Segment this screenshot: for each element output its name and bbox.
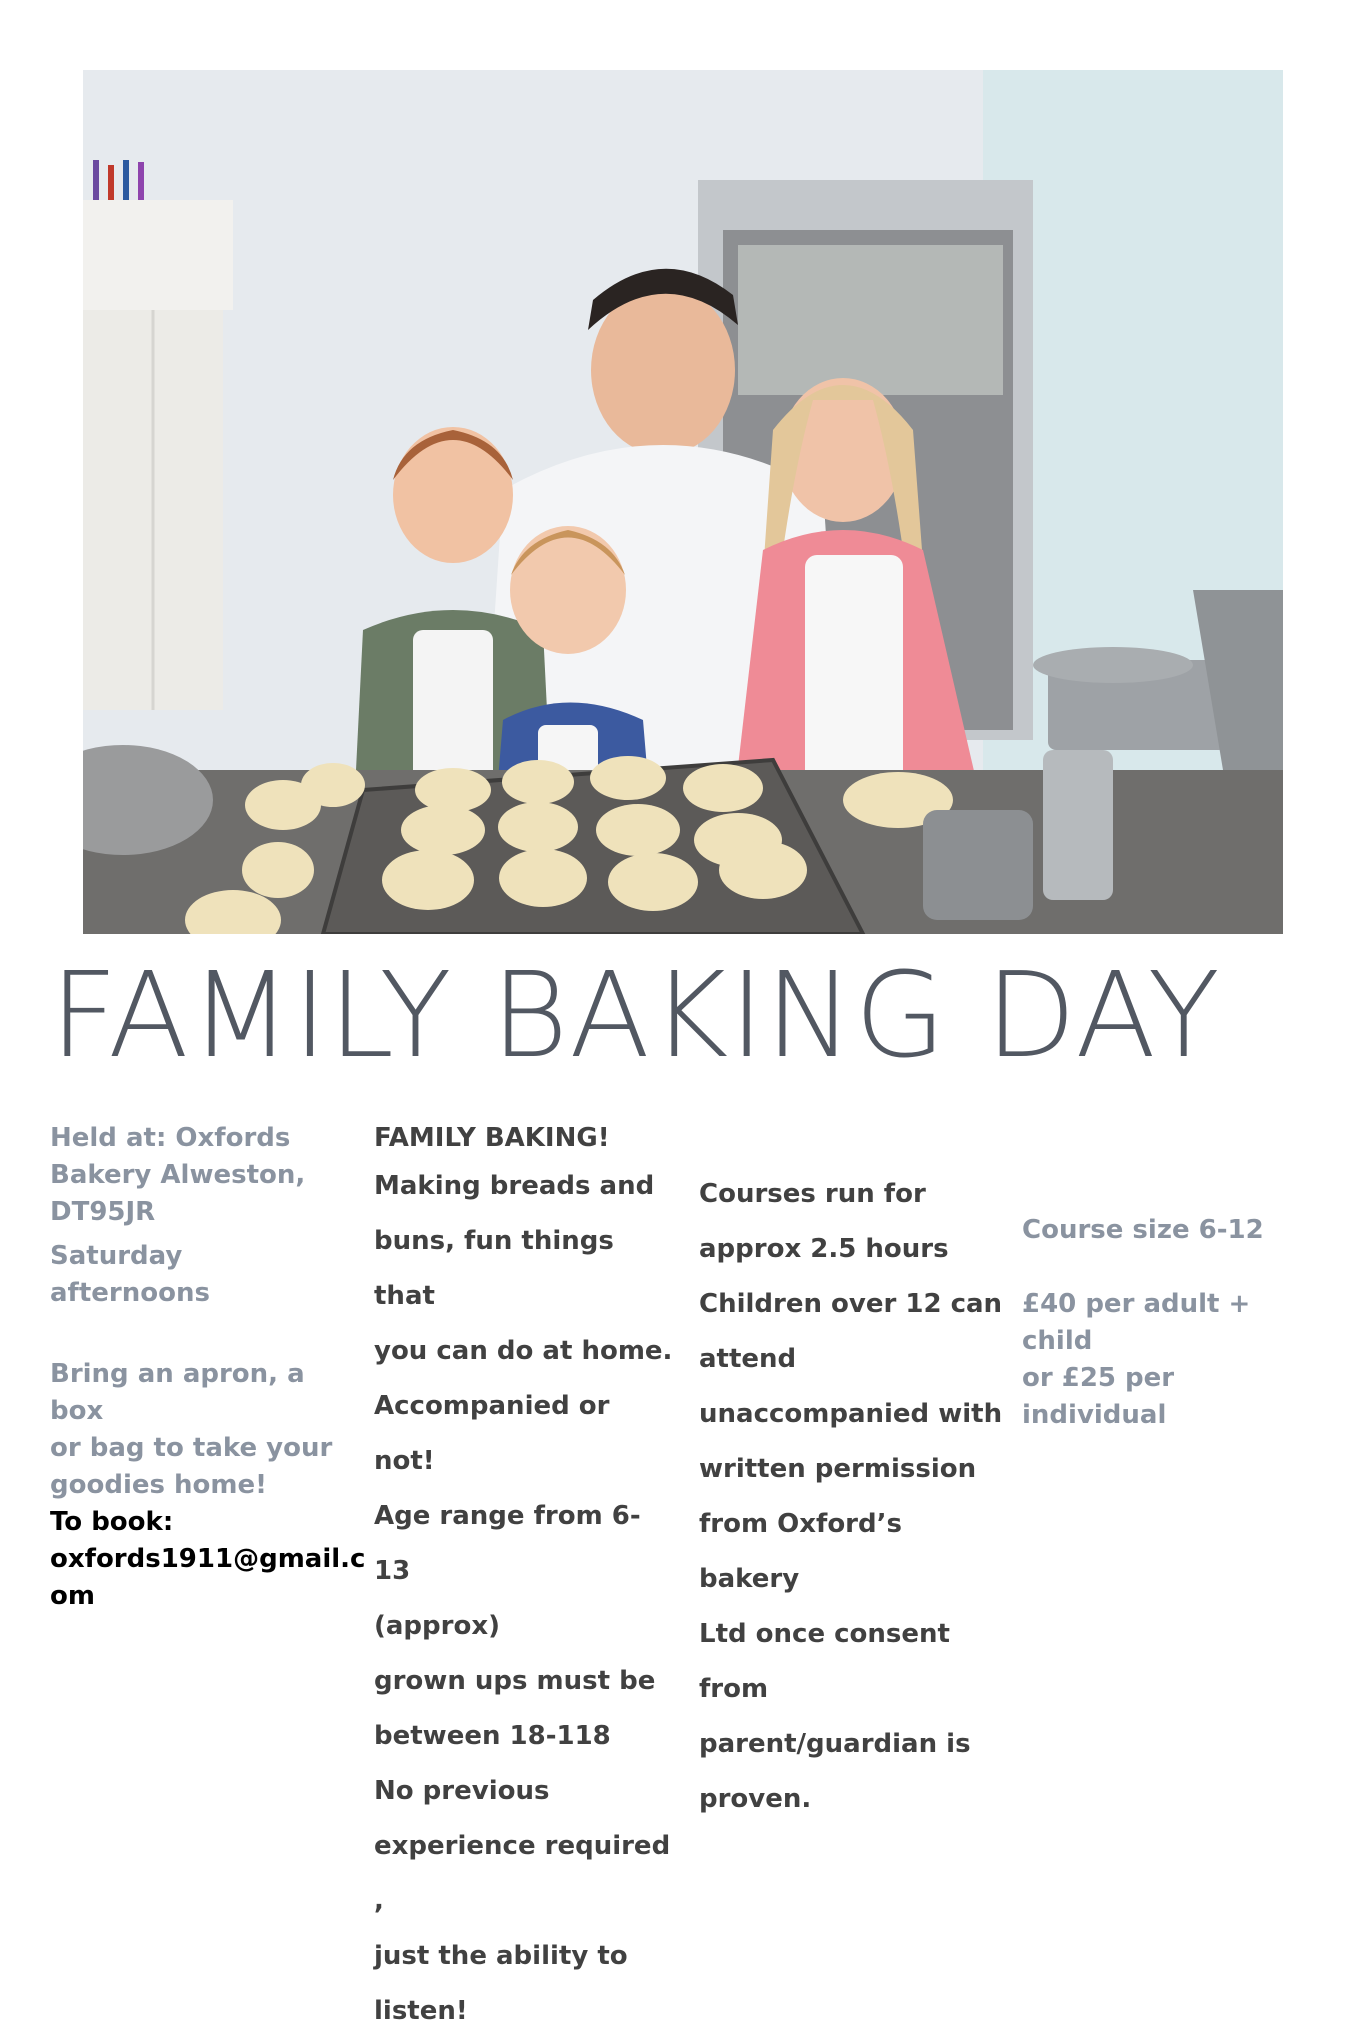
booking-email[interactable]: oxfords1911@gmail.c xyxy=(50,1544,366,1574)
pricing-column xyxy=(1022,1212,1322,1434)
venue-postcode: DT95JR xyxy=(50,1197,156,1227)
bring-line: or bag to take your xyxy=(50,1433,333,1463)
venue-line: Bakery Alweston, xyxy=(50,1160,306,1190)
details-line: between 18-118 xyxy=(374,1721,611,1751)
details-column xyxy=(374,1120,674,2039)
details-line: Age range from 6-13 xyxy=(374,1501,641,1586)
courses-column xyxy=(699,1167,1009,1827)
details-line: experience required , xyxy=(374,1831,671,1916)
venue-column xyxy=(50,1120,366,1615)
details-line: buns, fun things that xyxy=(374,1226,614,1311)
courses-line: proven. xyxy=(699,1784,812,1814)
hero-photo xyxy=(83,70,1283,934)
bring-line: goodies home! xyxy=(50,1470,267,1500)
courses-line: Courses run for xyxy=(699,1179,926,1209)
bring-line: Bring an apron, a box xyxy=(50,1359,305,1426)
details-line: No previous xyxy=(374,1776,550,1806)
schedule-text: Saturday afternoons xyxy=(50,1241,210,1308)
details-line: (approx) xyxy=(374,1611,500,1641)
booking-label: To book: xyxy=(50,1507,174,1537)
courses-line: from Oxford’s bakery xyxy=(699,1509,902,1594)
details-heading: FAMILY BAKING! xyxy=(374,1123,610,1153)
courses-line: parent/guardian is xyxy=(699,1729,971,1759)
courses-line: approx 2.5 hours xyxy=(699,1234,949,1264)
course-size: Course size 6-12 xyxy=(1022,1215,1264,1245)
price-line: £40 per adult + child xyxy=(1022,1289,1251,1356)
booking-email-continued[interactable]: om xyxy=(50,1581,95,1611)
bakery-scene-illustration xyxy=(83,70,1283,934)
details-line: Accompanied or not! xyxy=(374,1391,610,1476)
details-line: listen! xyxy=(374,1996,468,2026)
details-line: you can do at home. xyxy=(374,1336,673,1366)
page-title: FAMILY BAKING DAY xyxy=(50,946,1221,1084)
courses-line: Ltd once consent from xyxy=(699,1619,950,1704)
details-line: just the ability to xyxy=(374,1941,628,1971)
courses-line: unaccompanied with xyxy=(699,1399,1003,1429)
courses-line: written permission xyxy=(699,1454,977,1484)
price-line: or £25 per individual xyxy=(1022,1363,1175,1430)
details-line: Making breads and xyxy=(374,1171,655,1201)
courses-line: Children over 12 can xyxy=(699,1289,1003,1319)
details-line: grown ups must be xyxy=(374,1666,656,1696)
courses-line: attend xyxy=(699,1344,797,1374)
venue-line: Held at: Oxfords xyxy=(50,1123,291,1153)
